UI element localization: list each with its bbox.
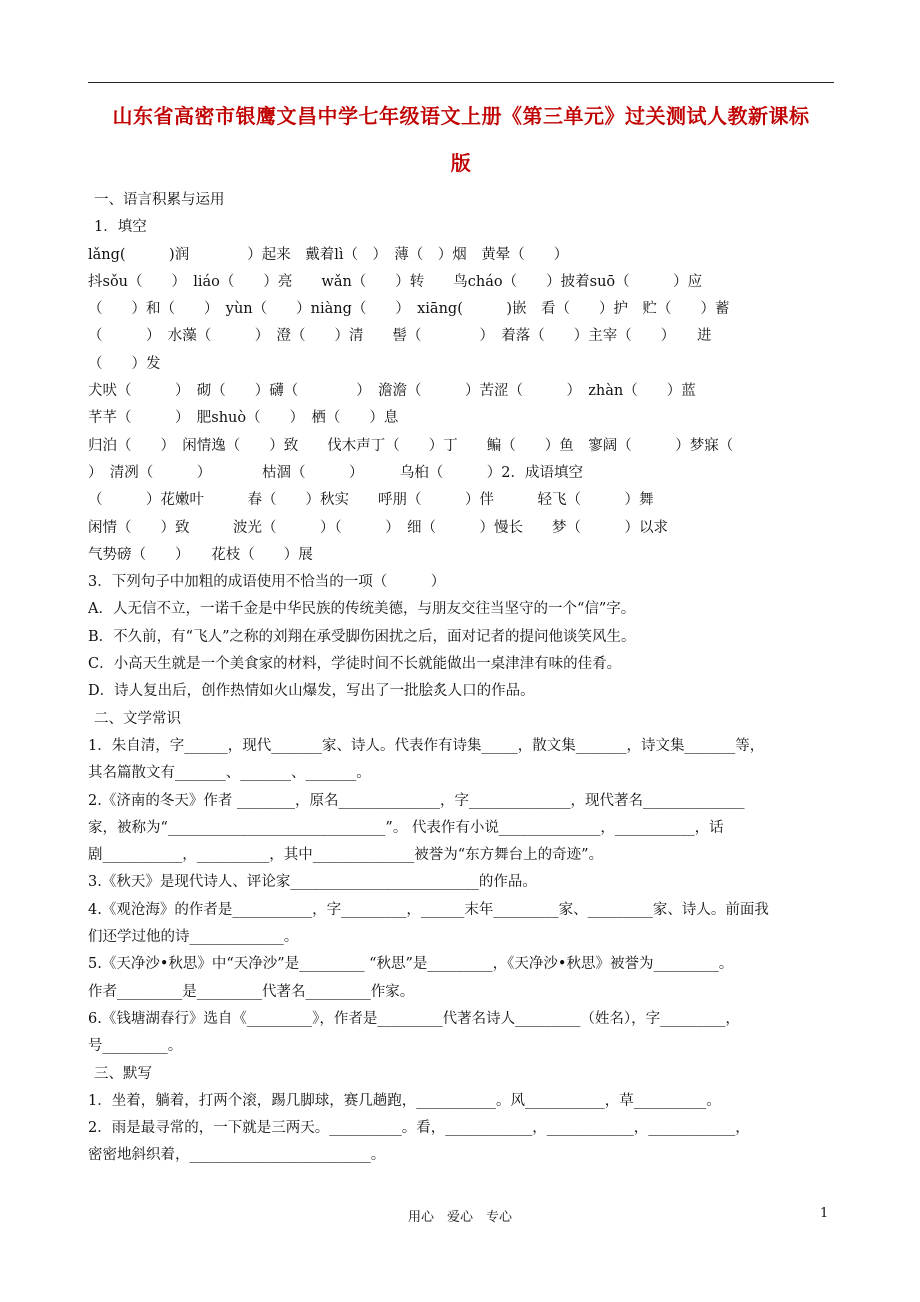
document-body [88, 187, 836, 1170]
text-line: 作者_________是_________代著名_________作家。 [88, 983, 415, 1000]
page-number: 1 [820, 1206, 829, 1221]
document-title-line-1: 山东省高密市银鹰文昌中学七年级语文上册《第三单元》过关测试人教新课标 [112, 104, 810, 128]
text-line: 5.《天净沙•秋思》中“天净沙”是_________ “秋思”是_________，《天净沙•秋思》被誉为_________。 [88, 956, 734, 973]
header-rule [88, 82, 834, 83]
text-line: 芊芊（ ） 肥shuò（ ） 栖（ ）息 [88, 410, 399, 427]
text-line: 剧___________，__________，其中______________被誉为“东方舞台上的奇迹”。 [88, 847, 604, 864]
text-line: 犬吠（ ） 砌（ ）礴（ ） 澹澹（ ）苦涩（ ） zhàn（ ）蓝 [88, 383, 696, 400]
text-line: 气势磅（ ） 花枝（ ）展 [88, 546, 313, 563]
text-line: 2．雨是最寻常的，一下就是三两天。__________。看，____________，____________，____________， [88, 1120, 750, 1137]
text-line: 6.《钱塘湖春行》选自《_________》，作者是_________代著名诗人_________（姓名），字_________， [88, 1010, 740, 1027]
section-heading: 二、文学常识 [94, 710, 181, 727]
answer-option: D．诗人复出后，创作热情如火山爆发，写出了一批脍炙人口的作品。 [88, 683, 535, 700]
document-title-line-2: 版 [450, 151, 472, 175]
text-line: 抖sǒu（ ） liáo（ ）亮 wǎn（ ）转 鸟cháo（ ）披着suō（ ）应 [88, 273, 703, 290]
text-line: （ ） 水藻（ ） 澄（ ）清 髻（ ） 着落（ ）主宰（ ） 进 [88, 328, 712, 345]
section-heading: 三、默写 [94, 1065, 152, 1082]
text-line: 3.《秋天》是现代诗人、评论家__________________________的作品。 [88, 874, 537, 891]
text-line: （ ）发 [88, 355, 161, 372]
section-heading: 一、语言积累与运用 [94, 192, 225, 208]
text-line: 1．坐着，躺着，打两个滚，踢几脚球，赛几趟跑，___________。风___________，草__________。 [88, 1092, 721, 1109]
text-line: lǎng( )润 ）起来 戴着lì（ ） 薄（ ）烟 黄晕（ ） [88, 246, 569, 263]
text-line: 密密地斜织着，_________________________。 [88, 1147, 386, 1164]
text-line: （ ）和（ ） yùn（ ）niàng（ ） xiāng( )嵌 看（ ）护 贮（ ）蓄 [88, 301, 730, 318]
text-line: 1．朱自清，字______，现代_______家、诗人。代表作有诗集_____，散文集_______，诗文集_______等， [88, 737, 765, 754]
question-heading: 3．下列句子中加粗的成语使用不恰当的一项（ ） [88, 574, 446, 591]
answer-option: C．小高天生就是一个美食家的材料，学徒时间不长就能做出一桌津津有味的佳肴。 [88, 656, 622, 673]
text-line: ） 清冽（ ） 枯涸（ ） 乌桕（ ）2．成语填空 [88, 464, 583, 481]
text-line: 们还学过他的诗_____________。 [88, 929, 299, 946]
page-footer: 用心 爱心 专心 [407, 1210, 512, 1225]
text-line: 闲情（ ）致 波光（ ）（ ） 细（ ）慢长 梦（ ）以求 [88, 519, 668, 536]
text-line: 2.《济南的冬天》作者 ________，原名______________，字______________，现代著名______________ [88, 792, 745, 809]
text-line: 其名篇散文有_______、_______、_______。 [88, 765, 371, 782]
answer-option: A．人无信不立，一诺千金是中华民族的传统美德，与朋友交往当坚守的一个“信”字。 [88, 601, 636, 618]
text-line: 家，被称为“______________________________”。 代表作有小说______________，___________，话 [88, 819, 724, 836]
question-heading: 1．填空 [94, 219, 147, 236]
text-line: 号_________。 [88, 1038, 183, 1055]
answer-option: B．不久前，有“飞人”之称的刘翔在承受脚伤困扰之后，面对记者的提问他谈笑风生。 [88, 628, 636, 645]
text-line: （ ）花嫩叶 春（ ）秋实 呼朋（ ）伴 轻飞（ ）舞 [88, 492, 654, 509]
text-line: 4.《观沧海》的作者是___________，字_________，______末年_________家、_________家、诗人。前面我 [88, 901, 769, 918]
text-line: 归泊（ ） 闲情逸（ ）致 伐木声丁（ ）丁 鳊（ ）鱼 寥阔（ ）梦寐（ [88, 437, 734, 454]
